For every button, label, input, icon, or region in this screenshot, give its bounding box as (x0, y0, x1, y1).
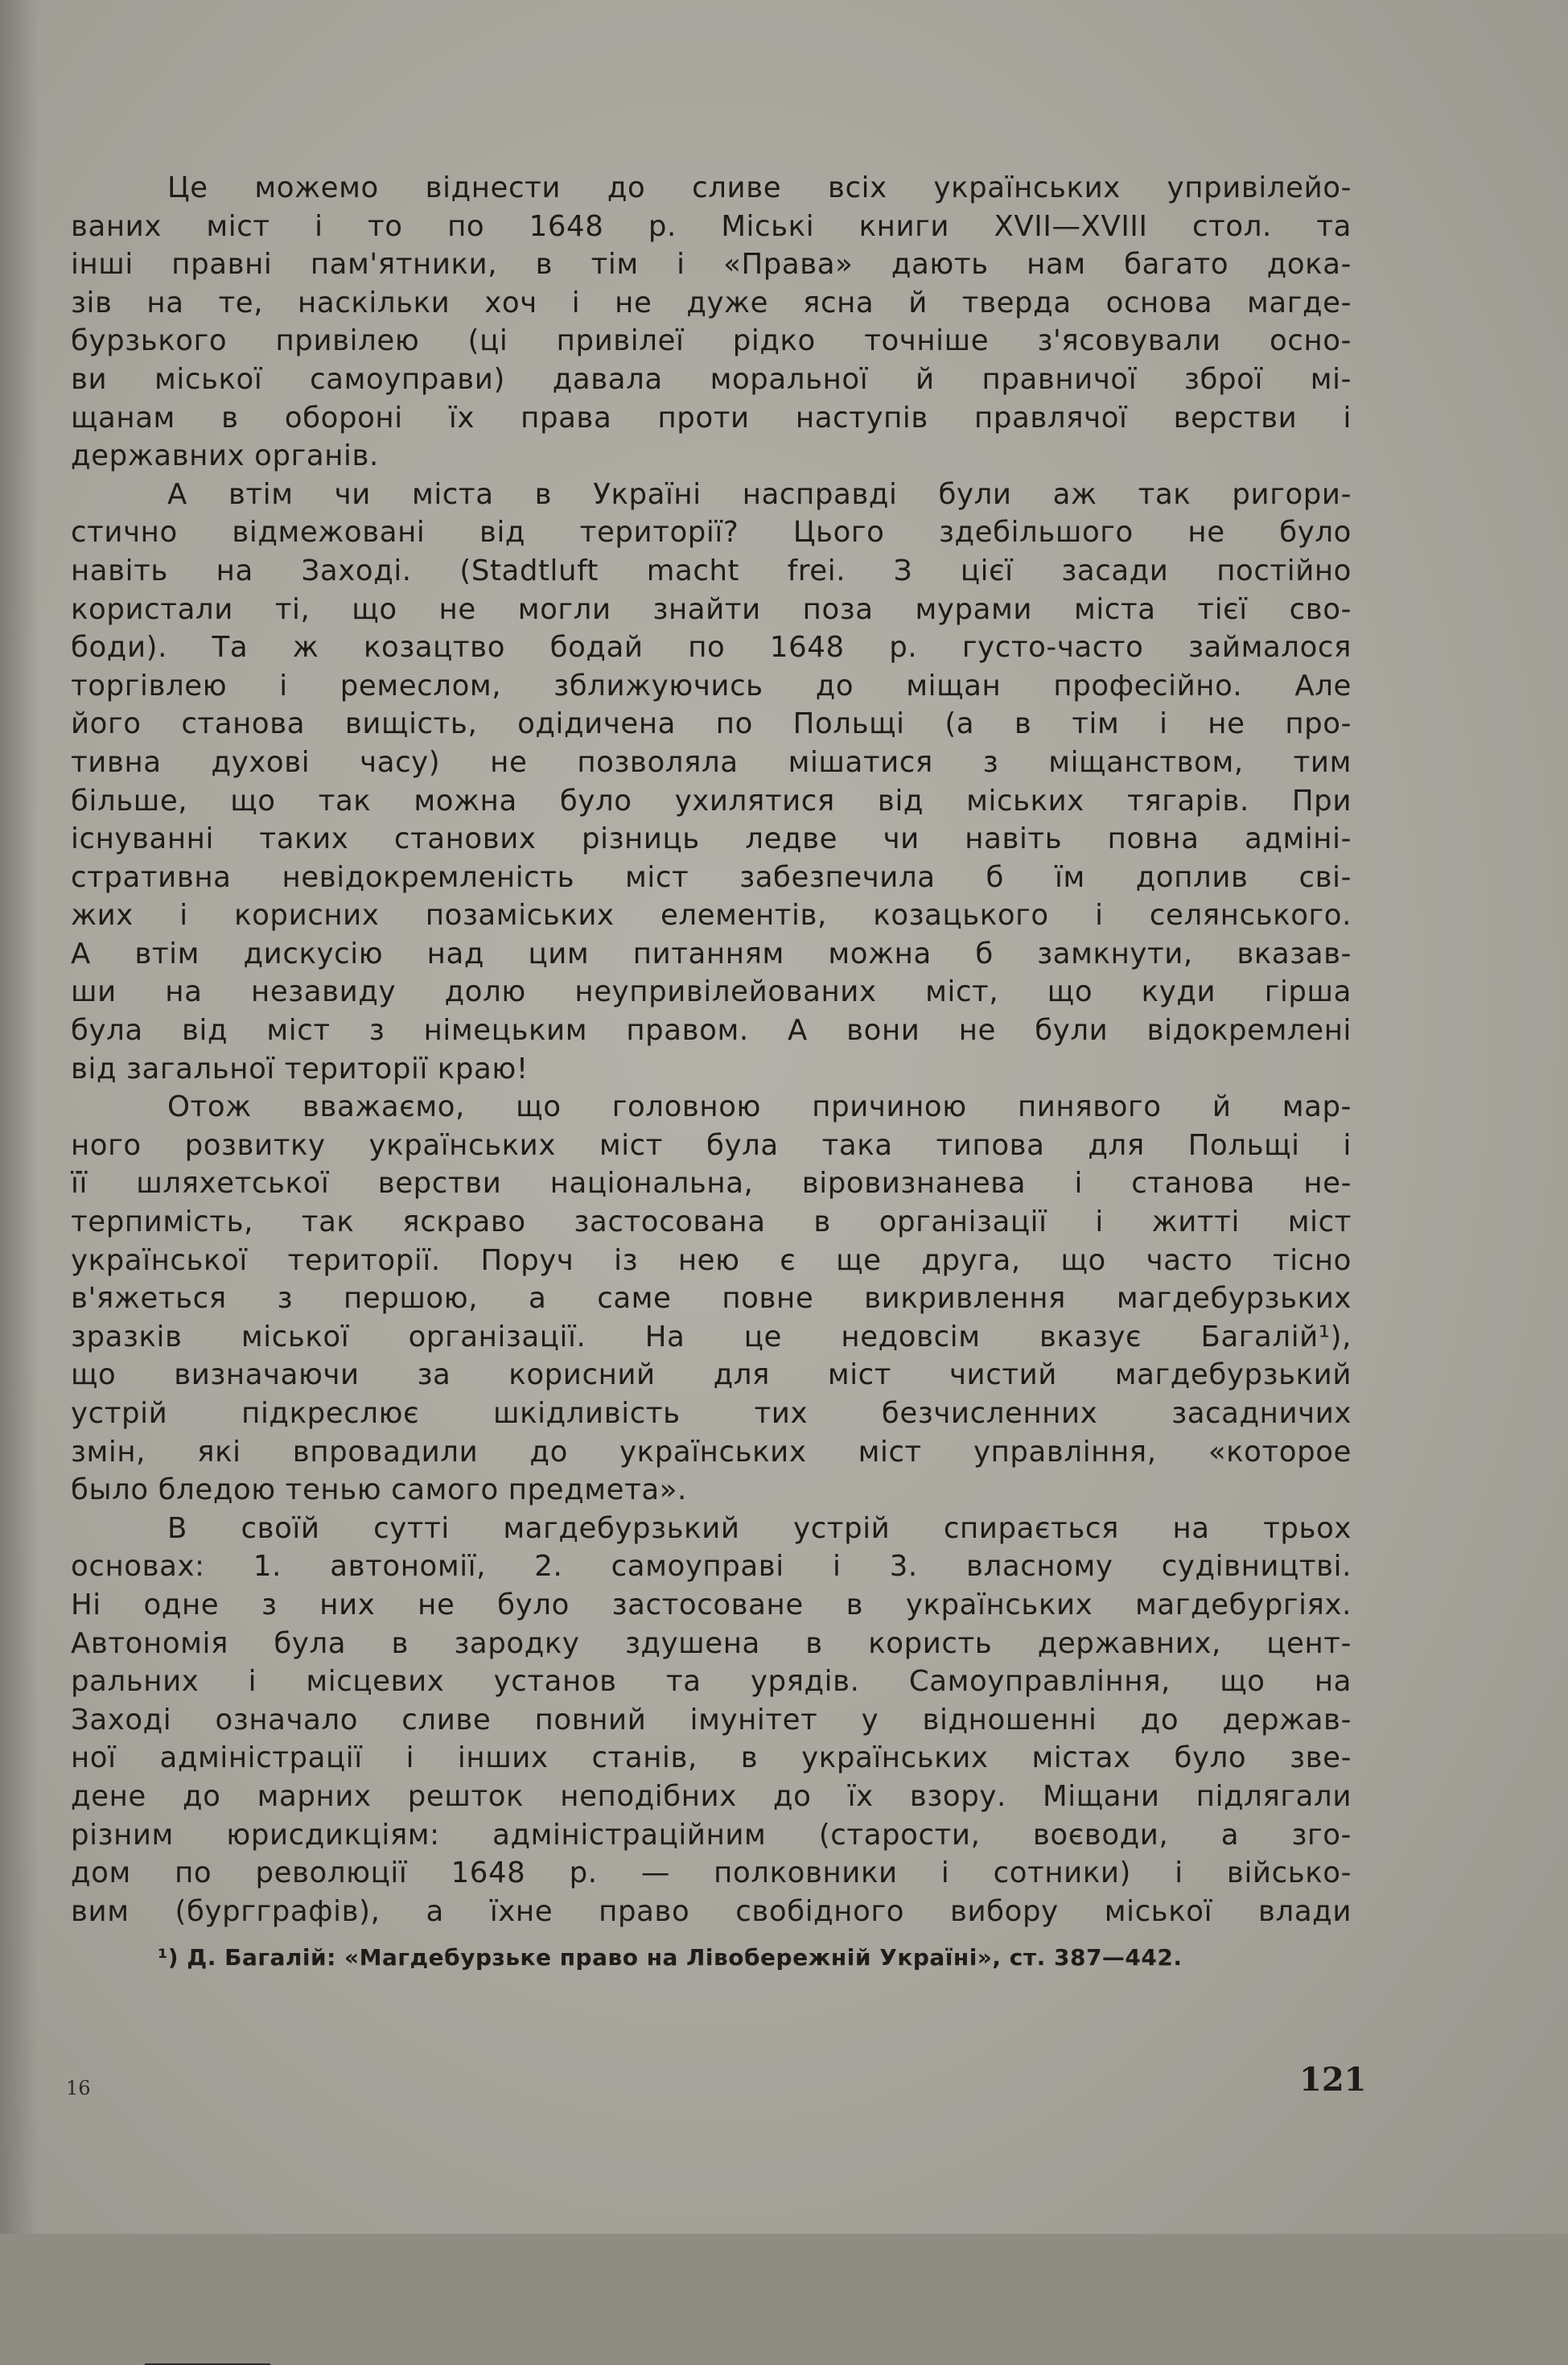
text-line: української території. Поруч із нею є ще друга, що часто тісно (71, 1243, 1352, 1277)
text-line: державних органів. (71, 439, 379, 473)
text-line: навіть на Заході. (Stadtluft macht frei. З цієї засади постійно (71, 554, 1352, 587)
text-line: стративна невідокремленість міст забезпечила б їм доплив сві- (71, 860, 1352, 894)
text-line: В своїй сутті магдебурзький устрій спирається на трьох (167, 1511, 1352, 1545)
footnote: ¹) Д. Багалій: «Магдебурзьке право на Лівобережній Україні», ст. 387—442. (158, 1944, 1183, 1971)
text-line: Автономія була в зародку здушена в користь державних, цент- (71, 1626, 1352, 1660)
text-line: щанам в обороні їх права проти наступів правлячої верстви і (71, 401, 1352, 435)
text-line: терпимість, так яскраво застосована в організації і житті міст (71, 1205, 1352, 1239)
text-line: зів на те, наскільки хоч і не дуже ясна й тверда основа магде- (71, 286, 1352, 319)
text-line: зразків міської організації. На це недовсім вказує Багалій¹), (71, 1320, 1352, 1353)
text-line: його станова вищість, одідичена по Польщі (а в тім і не про- (71, 707, 1352, 741)
text-line: бурзького привілею (ці привілеї рідко точніше з'ясовували осно- (71, 324, 1352, 358)
text-line: тивна духові часу) не позволяла мішатися з міщанством, тим (71, 745, 1352, 779)
text-line: ви міської самоуправи) давала моральної й правничої зброї мі- (71, 362, 1352, 396)
text-line: дом по революції 1648 р. — полковники і сотники) і військо- (71, 1856, 1352, 1890)
text-line: дене до марних решток неподібних до їх взору. Міщани підлягали (71, 1779, 1352, 1813)
text-line: ваних міст і то по 1648 р. Міські книги XVII—XVIII стол. та (71, 209, 1352, 243)
text-line: стично відмежовані від території? Цього здебільшого не було (71, 516, 1352, 550)
text-line: ної адміністрації і інших станів, в українських містах було зве- (71, 1741, 1352, 1775)
text-line: була від міст з німецьким правом. А вони не були відокремлені (71, 1014, 1352, 1048)
text-line: боди). Та ж козацтво бодай по 1648 р. густо-часто займалося (71, 631, 1352, 665)
sheet-number: 16 (66, 2077, 91, 2099)
text-line: А втім чи міста в Україні насправді були аж так ригори- (167, 477, 1352, 511)
text-line: різним юрисдикціям: адміністраційним (старости, воєводи, а зго- (71, 1818, 1352, 1852)
text-line: А втім дискусію над цим питанням можна б замкнути, вказав- (71, 937, 1352, 970)
text-line: інші правні пам'ятники, в тім і «Права» дають нам багато дока- (71, 248, 1352, 282)
text-line: її шляхетської верстви національна, віровизнанева і станова не- (71, 1167, 1352, 1201)
page-number: 121 (1299, 2061, 1367, 2099)
text-line: користали ті, що не могли знайти поза мурами міста тієї сво- (71, 592, 1352, 626)
text-line: вим (бургграфів), а їхне право свобідного вибору міської влади (71, 1894, 1352, 1928)
text-line: Отож вважаємо, що головною причиною пинявого й мар- (167, 1090, 1352, 1124)
text-line: існуванні таких станових різниць ледве чи навіть повна адміні- (71, 822, 1352, 856)
text-line: Ні одне з них не було застосоване в українських магдебургіях. (71, 1588, 1352, 1621)
text-line: торгівлею і ремеслом, зближуючись до міщан професійно. Але (71, 669, 1352, 702)
text-line: Заході означало сливе повний імунітет у відношенні до держав- (71, 1703, 1352, 1737)
text-line: было бледою тенью самого предмета». (71, 1473, 687, 1507)
text-line: більше, що так можна було ухилятися від міських тягарів. При (71, 784, 1352, 818)
text-line: змін, які впровадили до українських міст управління, «которое (71, 1435, 1352, 1469)
text-line: ного розвитку українських міст була така типова для Польщі і (71, 1128, 1352, 1162)
text-line: що визначаючи за корисний для міст чистий магдебурзький (71, 1358, 1352, 1392)
text-line: в'яжеться з першою, а саме повне викривлення магдебурзьких (71, 1282, 1352, 1316)
text-line: ральних і місцевих установ та урядів. Самоуправління, що на (71, 1665, 1352, 1699)
text-line: жих і корисних позаміських елементів, козацького і селянського. (71, 899, 1352, 933)
text-line: Це можемо віднести до сливе всіх українських упривілейо- (167, 171, 1352, 204)
text-line: основах: 1. автономії, 2. самоуправі і 3. власному судівництві. (71, 1550, 1352, 1584)
body-text (71, 169, 1352, 1930)
text-line: устрій підкреслює шкідливість тих безчисленних засадничих (71, 1397, 1352, 1430)
text-line: від загальної території краю! (71, 1052, 529, 1086)
text-line: ши на незавиду долю неупривілейованих міст, що куди гірша (71, 975, 1352, 1009)
